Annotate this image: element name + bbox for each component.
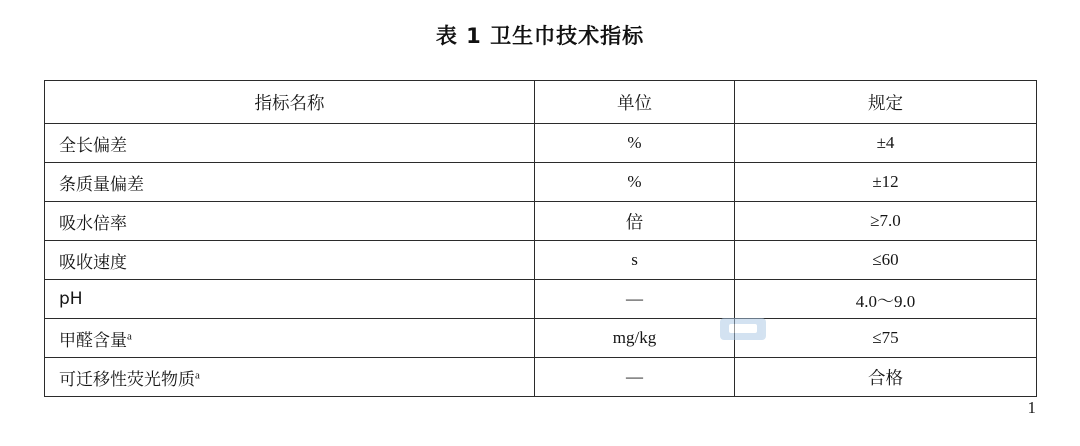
table-row bbox=[45, 163, 1037, 202]
table-row bbox=[45, 319, 1037, 358]
table-container bbox=[44, 80, 1036, 397]
footnote-marker: a bbox=[195, 368, 200, 381]
cell-specification: 4.0～9.0 bbox=[735, 280, 1037, 319]
cell-specification: ±12 bbox=[735, 163, 1037, 202]
cell-indicator-name: 甲醛含量$^a$ bbox=[45, 319, 535, 358]
table-row bbox=[45, 280, 1037, 319]
cell-indicator-name: 吸收速度 bbox=[45, 241, 535, 280]
table-row bbox=[45, 241, 1037, 280]
cell-indicator-name: 全长偏差 bbox=[45, 124, 535, 163]
cell-specification: 合格 bbox=[735, 358, 1037, 397]
cell-unit: — bbox=[535, 280, 735, 319]
table-row bbox=[45, 124, 1037, 163]
column-header-unit: 单位 bbox=[535, 81, 735, 124]
cell-indicator-name: 条质量偏差 bbox=[45, 163, 535, 202]
cell-unit: 倍 bbox=[535, 202, 735, 241]
cell-specification: ±4 bbox=[735, 124, 1037, 163]
cell-unit: s bbox=[535, 241, 735, 280]
cell-unit: — bbox=[535, 358, 735, 397]
cell-specification: ≥7.0 bbox=[735, 202, 1037, 241]
table-head bbox=[45, 81, 1037, 124]
cell-specification: ≤60 bbox=[735, 241, 1037, 280]
specification-table bbox=[44, 80, 1037, 397]
table-row bbox=[45, 358, 1037, 397]
column-header-name: 指标名称 bbox=[45, 81, 535, 124]
table-header-row bbox=[45, 81, 1037, 124]
cell-indicator-name: pH bbox=[45, 280, 535, 319]
table-title: 表 1 卫生巾技术指标 bbox=[435, 24, 645, 48]
cell-indicator-name: 可迁移性荧光物质$^a$ bbox=[45, 358, 535, 397]
table-body bbox=[45, 124, 1037, 397]
cell-specification: ≤75 bbox=[735, 319, 1037, 358]
page-number: 1 bbox=[1027, 398, 1036, 417]
cell-unit: mg/kg bbox=[535, 319, 735, 358]
table-row bbox=[45, 202, 1037, 241]
cell-indicator-name: 吸水倍率 bbox=[45, 202, 535, 241]
cell-unit: % bbox=[535, 163, 735, 202]
column-header-spec: 规定 bbox=[735, 81, 1037, 124]
footnote-marker: a bbox=[127, 329, 132, 342]
cell-unit: % bbox=[535, 124, 735, 163]
